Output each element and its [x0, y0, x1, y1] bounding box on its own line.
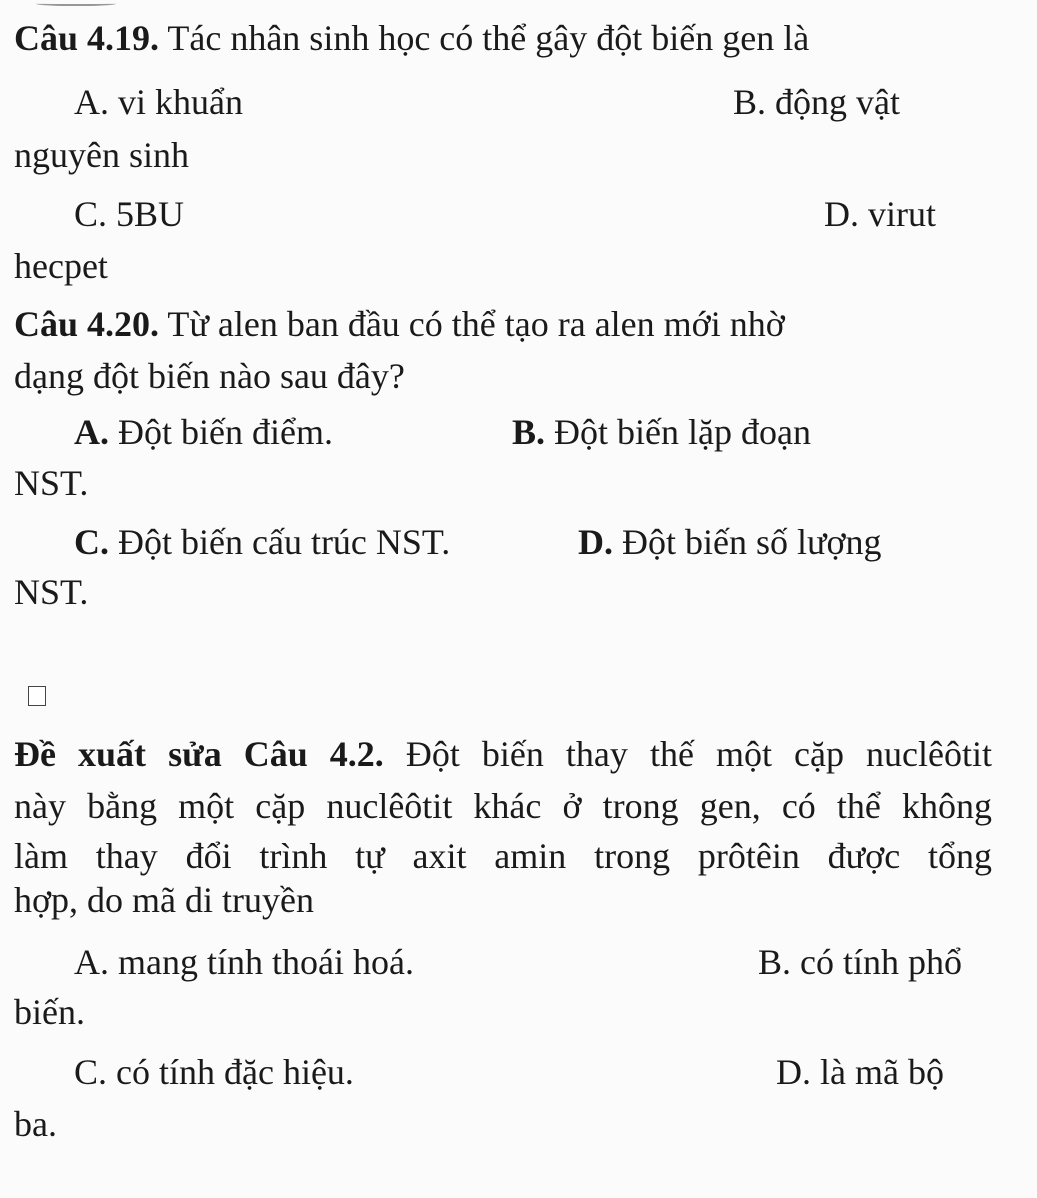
q42-stem-line1: [14, 732, 992, 776]
q420-option-b: [512, 410, 811, 454]
option-text: Đột biến điểm.: [109, 412, 333, 452]
question-4-20-stem-line1: [14, 302, 785, 346]
question-label: Đề xuất sửa Câu 4.2.: [14, 734, 384, 774]
option-letter: B.: [512, 412, 546, 452]
question-text: Từ alen ban đầu có thể tạo ra alen mới nhờ: [159, 304, 785, 344]
q419-option-b: B. động vật: [733, 82, 900, 122]
option-text: Đột biến số lượng: [613, 522, 882, 562]
q420-option-b-continuation: NST.: [14, 463, 89, 503]
q419-option-c: C. 5BU: [74, 194, 185, 234]
q420-option-d-continuation: NST.: [14, 572, 89, 612]
q42-option-d: D. là mã bộ: [776, 1052, 944, 1092]
q42-option-d-continuation: ba.: [14, 1104, 57, 1144]
question-4-19-stem: [14, 16, 809, 60]
question-number: Câu 4.19.: [14, 18, 160, 58]
empty-checkbox[interactable]: [28, 686, 46, 706]
q419-option-d-continuation: hecpet: [14, 246, 108, 286]
q42-option-c: C. có tính đặc hiệu.: [74, 1052, 354, 1092]
question-text: Tác nhân sinh học có thể gây đột biến gen là: [159, 18, 810, 58]
q420-option-a: [74, 410, 333, 454]
option-letter: C.: [74, 522, 109, 562]
q42-option-b-continuation: biến.: [14, 992, 85, 1032]
q42-stem-line2: này bằng một cặp nuclêôtit khác ở trong gen, có thể không: [14, 786, 992, 826]
question-text: Đột biến thay thế một cặp nuclêôtit: [383, 734, 992, 774]
q42-stem-line3: làm thay đổi trình tự axit amin trong prôtêin được tổng: [14, 836, 992, 876]
q419-option-b-continuation: nguyên sinh: [14, 135, 189, 175]
q42-option-a: A. mang tính thoái hoá.: [74, 942, 414, 982]
option-text: Đột biến cấu trúc NST.: [109, 522, 451, 562]
q42-stem-line4: hợp, do mã di truyền: [14, 880, 314, 920]
q420-option-c: [74, 520, 450, 564]
question-number: Câu 4.20.: [14, 304, 160, 344]
question-4-20-stem-line2: dạng đột biến nào sau đây?: [14, 356, 405, 396]
option-letter: A.: [74, 412, 109, 452]
q42-option-b: B. có tính phổ: [758, 942, 962, 982]
cropped-text-fragment: [36, 0, 116, 6]
option-text: Đột biến lặp đoạn: [545, 412, 811, 452]
q420-option-d: [578, 520, 882, 564]
q419-option-d: D. virut: [824, 194, 936, 234]
q419-option-a: A. vi khuẩn: [74, 82, 243, 122]
option-letter: D.: [578, 522, 613, 562]
